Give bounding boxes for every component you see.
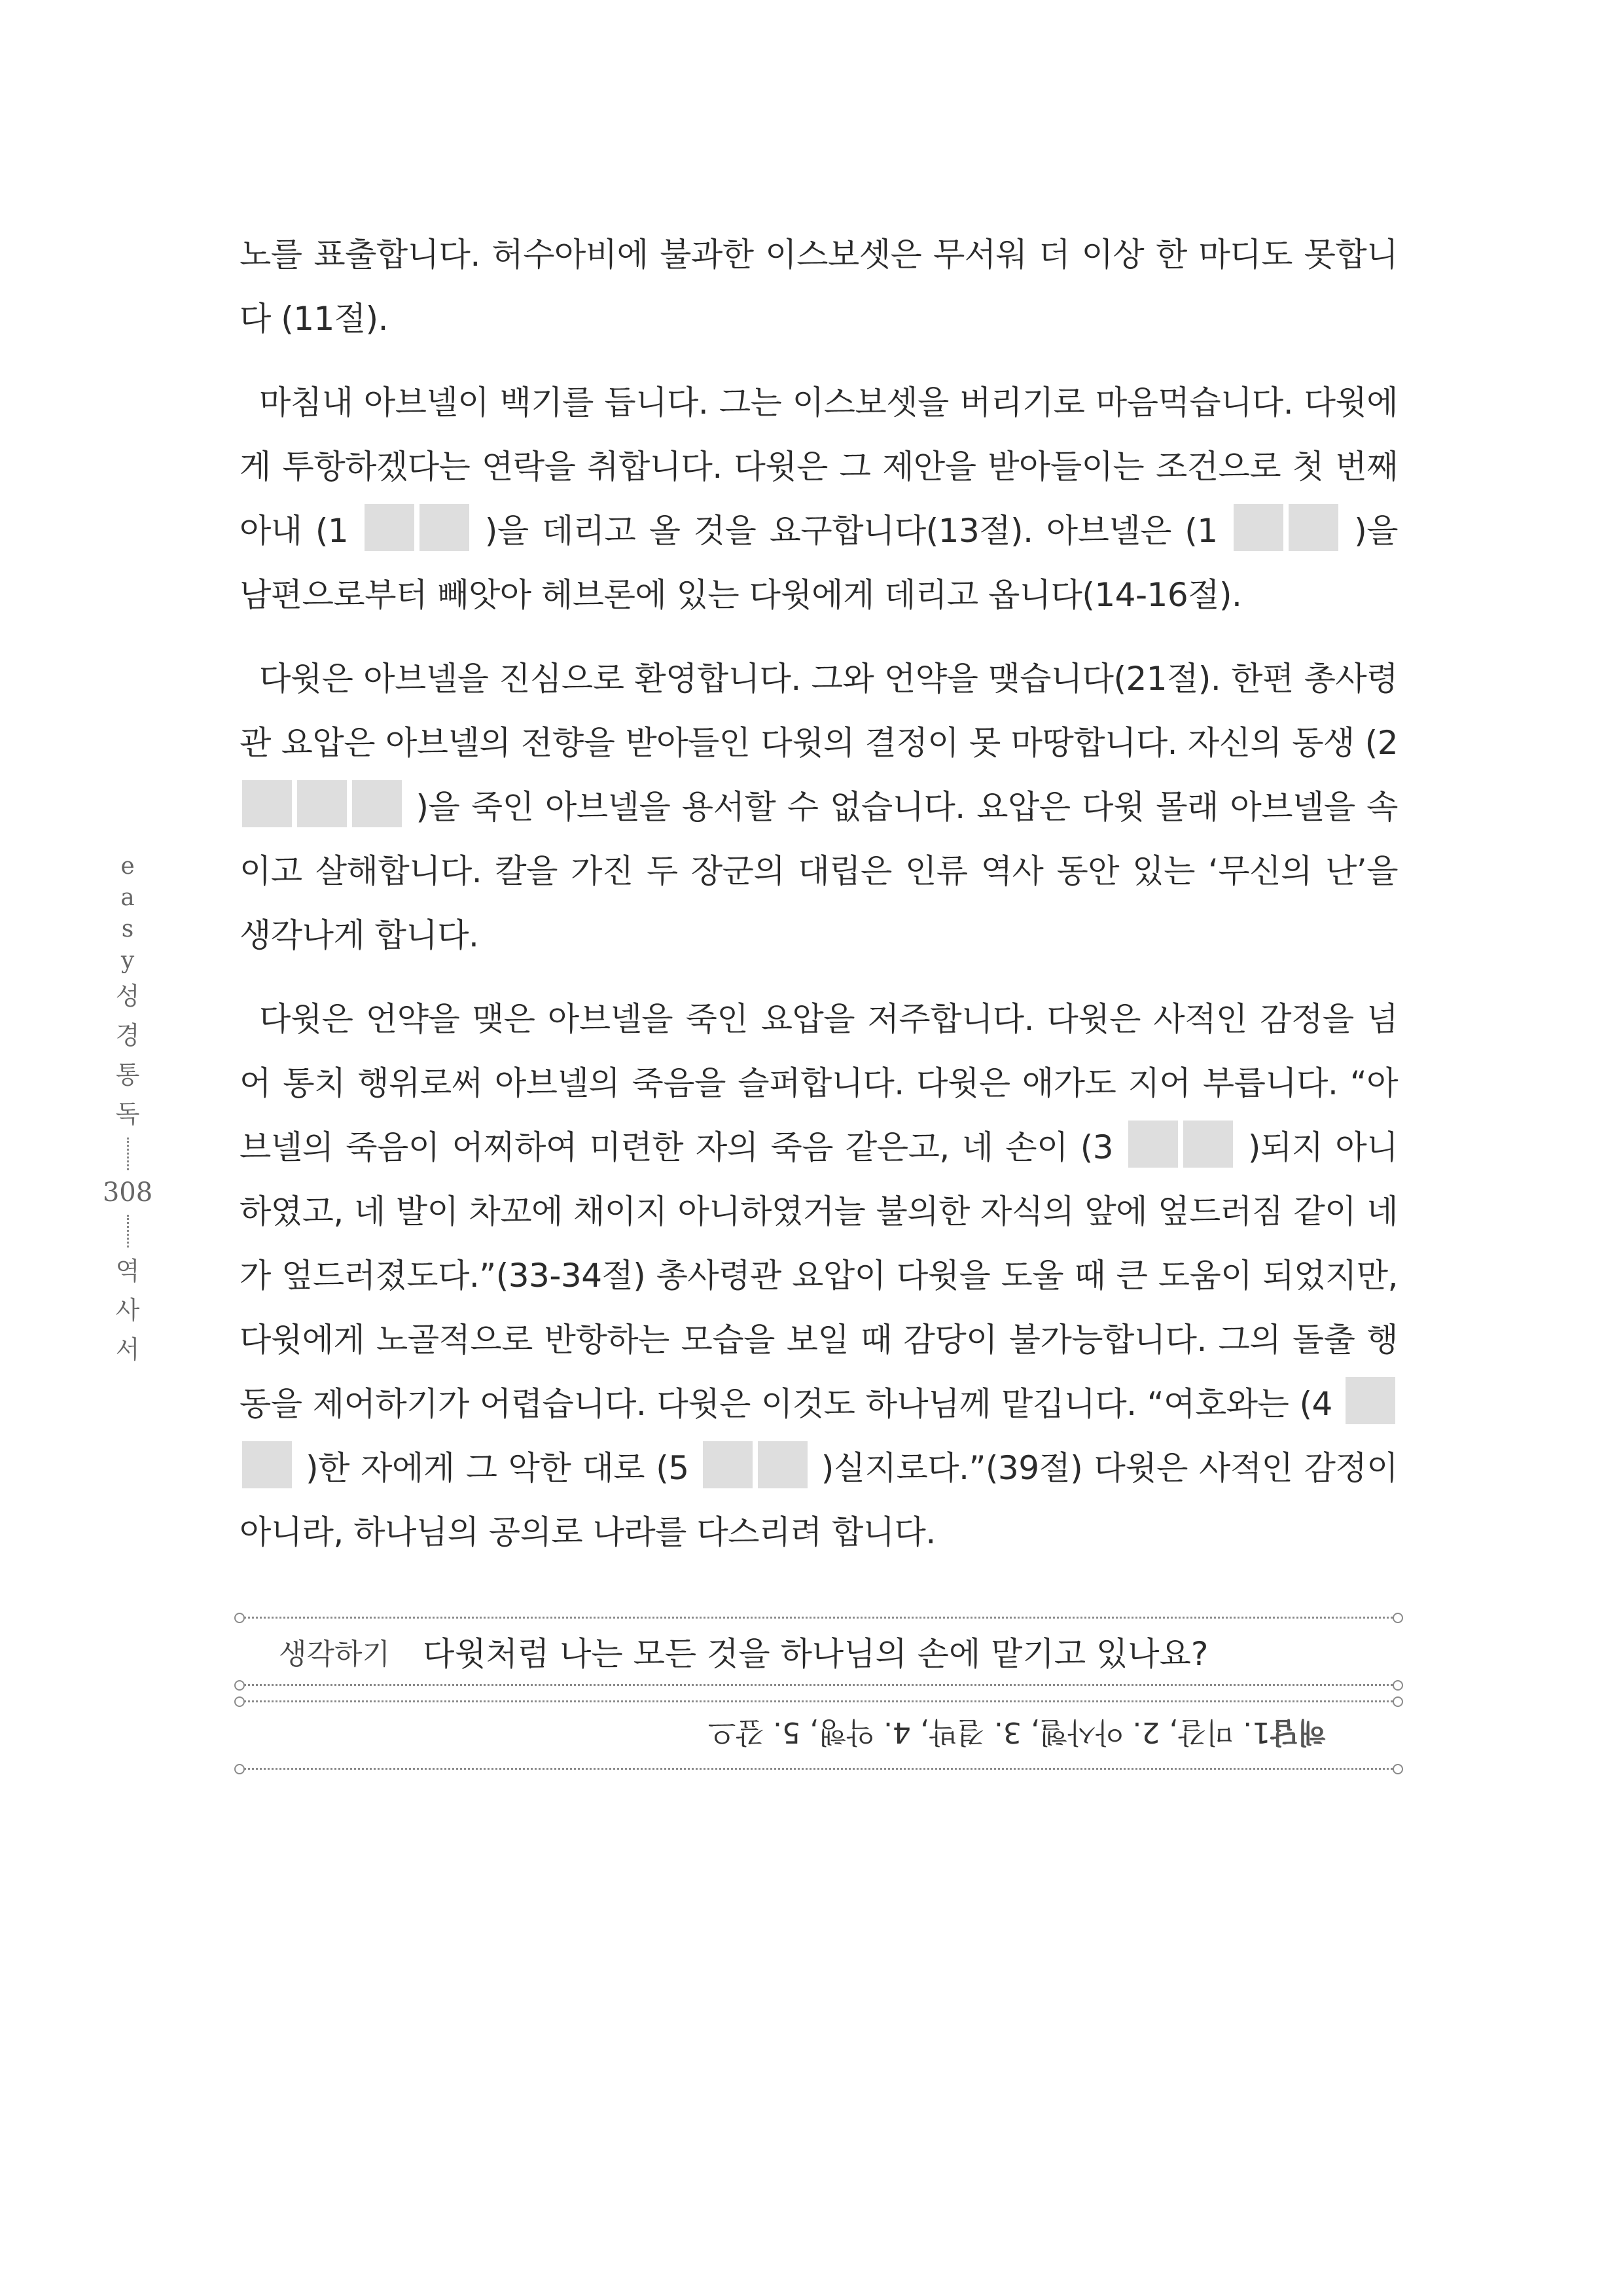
fill-in-blank [297, 780, 347, 827]
series-title-char: 성 [115, 982, 140, 1011]
fill-in-blank [703, 1441, 753, 1488]
paragraph: 다윗은 아브넬을 진심으로 환영합니다. 그와 언약을 맺습니다(21절). 한편 총사령관 요압은 아브넬의 전향을 받아들인 다윗의 결정이 못 마땅합니다. 자신의 동생 (2 )을 죽인 아브넬을 용서할 수 없습니다. 요압은 다윗 몰래 아브넬을 속이고 살해합니다. 칼을 가진 두 장군의 대립은 인류 역사 동안 있는 ‘무신의 난’을 생각나게 합니다. [240, 660, 1398, 954]
series-title-char: 경 [115, 1021, 140, 1050]
section-char: 사 [115, 1296, 140, 1325]
fill-in-blank [1346, 1377, 1395, 1424]
fill-in-blank [365, 504, 414, 551]
series-letter: a [120, 884, 135, 911]
dotted-rule [240, 1617, 1398, 1619]
body-text [240, 223, 1398, 1584]
section-char: 서 [115, 1335, 140, 1364]
page-number: 308 [102, 1177, 153, 1208]
upside-down-answer [708, 1714, 1372, 1756]
series-letter: y [120, 947, 135, 974]
fill-in-blank [419, 504, 469, 551]
answer-row [240, 1702, 1398, 1768]
series-title-char: 독 [115, 1100, 140, 1128]
series-letter: e [120, 853, 135, 880]
fill-in-blank [352, 780, 402, 827]
series-title-char: 통 [115, 1060, 140, 1089]
paragraph: 노를 표출합니다. 허수아비에 불과한 이스보셋은 무서워 더 이상 한 마디도 못합니다 (11절). [240, 236, 1398, 338]
running-header [98, 851, 157, 1369]
section-char: 역 [115, 1257, 140, 1285]
series-letter: s [121, 916, 134, 942]
dotted-divider [127, 1215, 129, 1247]
dotted-divider [127, 1138, 129, 1170]
think-question: 다윗처럼 나는 모든 것을 하나님의 손에 맡기고 있나요? [423, 1635, 1209, 1673]
dotted-rule [240, 1768, 1398, 1770]
think-label: 생각하기 [279, 1638, 391, 1671]
fill-in-blank [242, 780, 292, 827]
fill-in-blank [1128, 1121, 1178, 1168]
fill-in-blank [1183, 1121, 1233, 1168]
answer-text: 1. 미갈, 2. 아사헬, 3. 결박, 4. 악행, 5. 갚으 [707, 1715, 1270, 1749]
fill-in-blank [1234, 504, 1283, 551]
think-row [240, 1619, 1398, 1684]
answer-label: 해답 [1270, 1715, 1326, 1749]
paragraph: 다윗은 언약을 맺은 아브넬을 죽인 요압을 저주합니다. 다윗은 사적인 감정을 넘어 통치 행위로써 아브넬의 죽음을 슬퍼합니다. 다윗은 애가도 지어 부릅니다. “아브넬의 죽음이 어찌하여 미련한 자의 죽음 같은고, 네 손이 (3 )되지 아니하였고, 네 발이 차꼬에 채이지 아니하였거늘 불의한 자식의 앞에 엎드러짐 같이 네가 엎드러졌도다.”(33-34절) 총사령관 요압이 다윗을 도울 때 큰 도움이 되었지만, 다윗에게 노골적으로 반항하는 모습을 보일 때 감당이 불가능합니다. 그의 돌출 행동을 제어하기가 어렵습니다. 다윗은 이것도 하나님께 맡깁니다. “여호와는 (4 )한 자에게 그 악한 대로 (5 )실지로다.”(39절) 다윗은 사적인 감정이 아니라, 하나님의 공의로 나라를 다스리려 합니다. [240, 1000, 1399, 1551]
fill-in-blank [242, 1441, 292, 1488]
think-box [240, 1617, 1398, 1770]
fill-in-blank [758, 1441, 808, 1488]
dotted-rule [240, 1700, 1398, 1702]
dotted-rule [240, 1684, 1398, 1686]
fill-in-blank [1289, 504, 1338, 551]
paragraph: 마침내 아브넬이 백기를 듭니다. 그는 이스보셋을 버리기로 마음먹습니다. 다윗에게 투항하겠다는 연락을 취합니다. 다윗은 그 제안을 받아들이는 조건으로 첫 번째 아내 (1 )을 데리고 올 것을 요구합니다(13절). 아브넬은 (1 )을 남편으로부터 빼앗아 헤브론에 있는 다윗에게 데리고 옵니다(14-16절). [240, 384, 1398, 614]
